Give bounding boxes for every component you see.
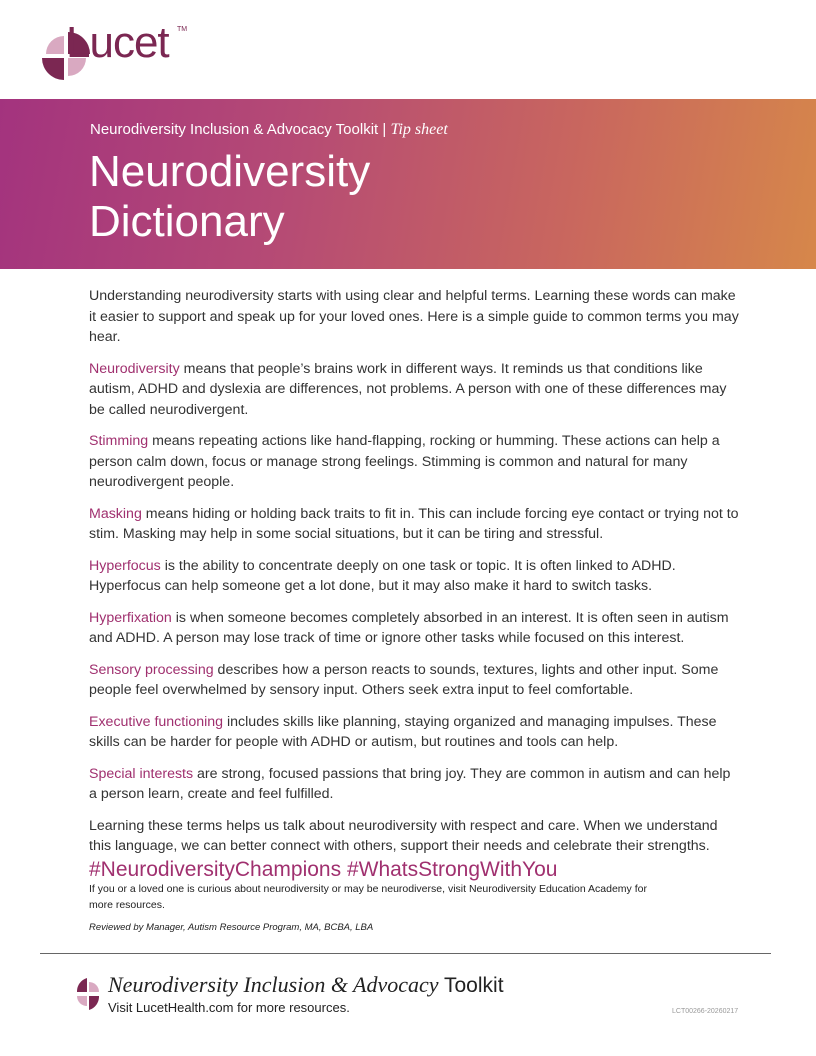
term-definition: is when someone becomes completely absorbed in an interest. It is often seen in autism and ADHD. A person may lose track of time or ignore other tasks while focused on this interest. — [89, 609, 729, 646]
footer-title-rest: Toolkit — [444, 974, 504, 997]
title-line-1: Neurodiversity — [89, 147, 371, 196]
term-name: Special interests — [89, 765, 194, 782]
term-definition: means that people’s brains work in different ways. It reminds us that conditions like autism, ADHD and dyslexia are differences, not problems. A person with one of these differences may be called neurodivergent. — [89, 360, 727, 418]
lucet-logo[interactable] — [40, 20, 190, 86]
document-code: LCT00266-20260217 — [672, 1008, 739, 1015]
hashtags: #NeurodiversityChampions #WhatsStrongWithYou — [89, 858, 558, 881]
term-name: Executive functioning — [89, 713, 224, 730]
closing-paragraph: Learning these terms helps us talk about neurodiversity with respect and care. When we understand this language, we can better connect with others, support their needs and celebrate their strengths. — [89, 817, 718, 854]
hero-subtitle-italic: Tip sheet — [390, 121, 448, 138]
reviewed-by: Reviewed by Manager, Autism Resource Program, MA, BCBA, LBA — [89, 922, 374, 933]
body-text — [89, 286, 739, 868]
term-definition: describes how a person reacts to sounds, textures, lights and other input. Some people feel overwhelmed by sensory input. Others seek extra input to feel comfortable. — [89, 661, 719, 698]
footer-title — [108, 972, 504, 998]
term-name: Hyperfixation — [89, 609, 172, 626]
term-definition: is the ability to concentrate deeply on one task or topic. It is often linked to ADHD. Hyperfocus can help someone get a lot done, but it may also make it hard to switch tasks. — [89, 557, 676, 594]
term-paragraph — [89, 431, 739, 493]
lucet-petal-icon — [77, 974, 99, 1014]
term-name: Hyperfocus — [89, 557, 161, 574]
term-paragraph — [89, 504, 739, 545]
term-paragraph — [89, 660, 739, 701]
logo-wordmark: Lucet — [66, 18, 169, 67]
trademark: TM — [177, 26, 188, 33]
term-name: Sensory processing — [89, 661, 214, 678]
term-paragraph — [89, 712, 739, 753]
term-definition: are strong, focused passions that bring joy. They are common in autism and can help a person learn, create and feel fulfilled. — [89, 765, 731, 802]
term-paragraph — [89, 608, 739, 649]
term-name: Stimming — [89, 433, 149, 449]
term-name: Neurodiversity — [89, 360, 180, 377]
page-title — [89, 147, 370, 247]
footer-website-link[interactable]: Visit LucetHealth.com for more resources. — [108, 1000, 350, 1015]
hero-subtitle-text: Neurodiversity Inclusion & Advocacy Toolkit | — [90, 121, 387, 138]
hero-subtitle — [90, 121, 448, 139]
title-line-2: Dictionary — [89, 197, 285, 246]
term-paragraph — [89, 764, 739, 805]
resource-note: If you or a loved one is curious about neurodiversity or may be neurodiverse, visit Neurodiversity Education Academy for more resources. — [89, 883, 647, 911]
term-definition: means hiding or holding back traits to fit in. This can include forcing eye contact or trying not to stim. Masking may help in some social situations, but it can be tiring and stressful. — [89, 505, 739, 542]
intro-paragraph: Understanding neurodiversity starts with using clear and helpful terms. Learning these words can make it easier to support and speak up for your loved ones. Here is a simple guide to common terms you may hear. — [89, 288, 739, 345]
term-definition: means repeating actions like hand-flapping, rocking or humming. These actions can help a person calm down, focus or manage strong feelings. Stimming is common and natural for many neurodivergent people. — [89, 433, 720, 490]
term-paragraph — [89, 556, 739, 597]
term-definition: includes skills like planning, staying organized and managing impulses. These skills can be harder for people with ADHD or autism, but routines and tools can help. — [89, 713, 717, 750]
term-name: Masking — [89, 505, 142, 522]
hero-banner — [0, 99, 816, 269]
term-paragraph — [89, 359, 739, 421]
footer-divider — [40, 953, 771, 954]
footer-title-italic: Neurodiversity Inclusion & Advocacy — [108, 972, 439, 997]
